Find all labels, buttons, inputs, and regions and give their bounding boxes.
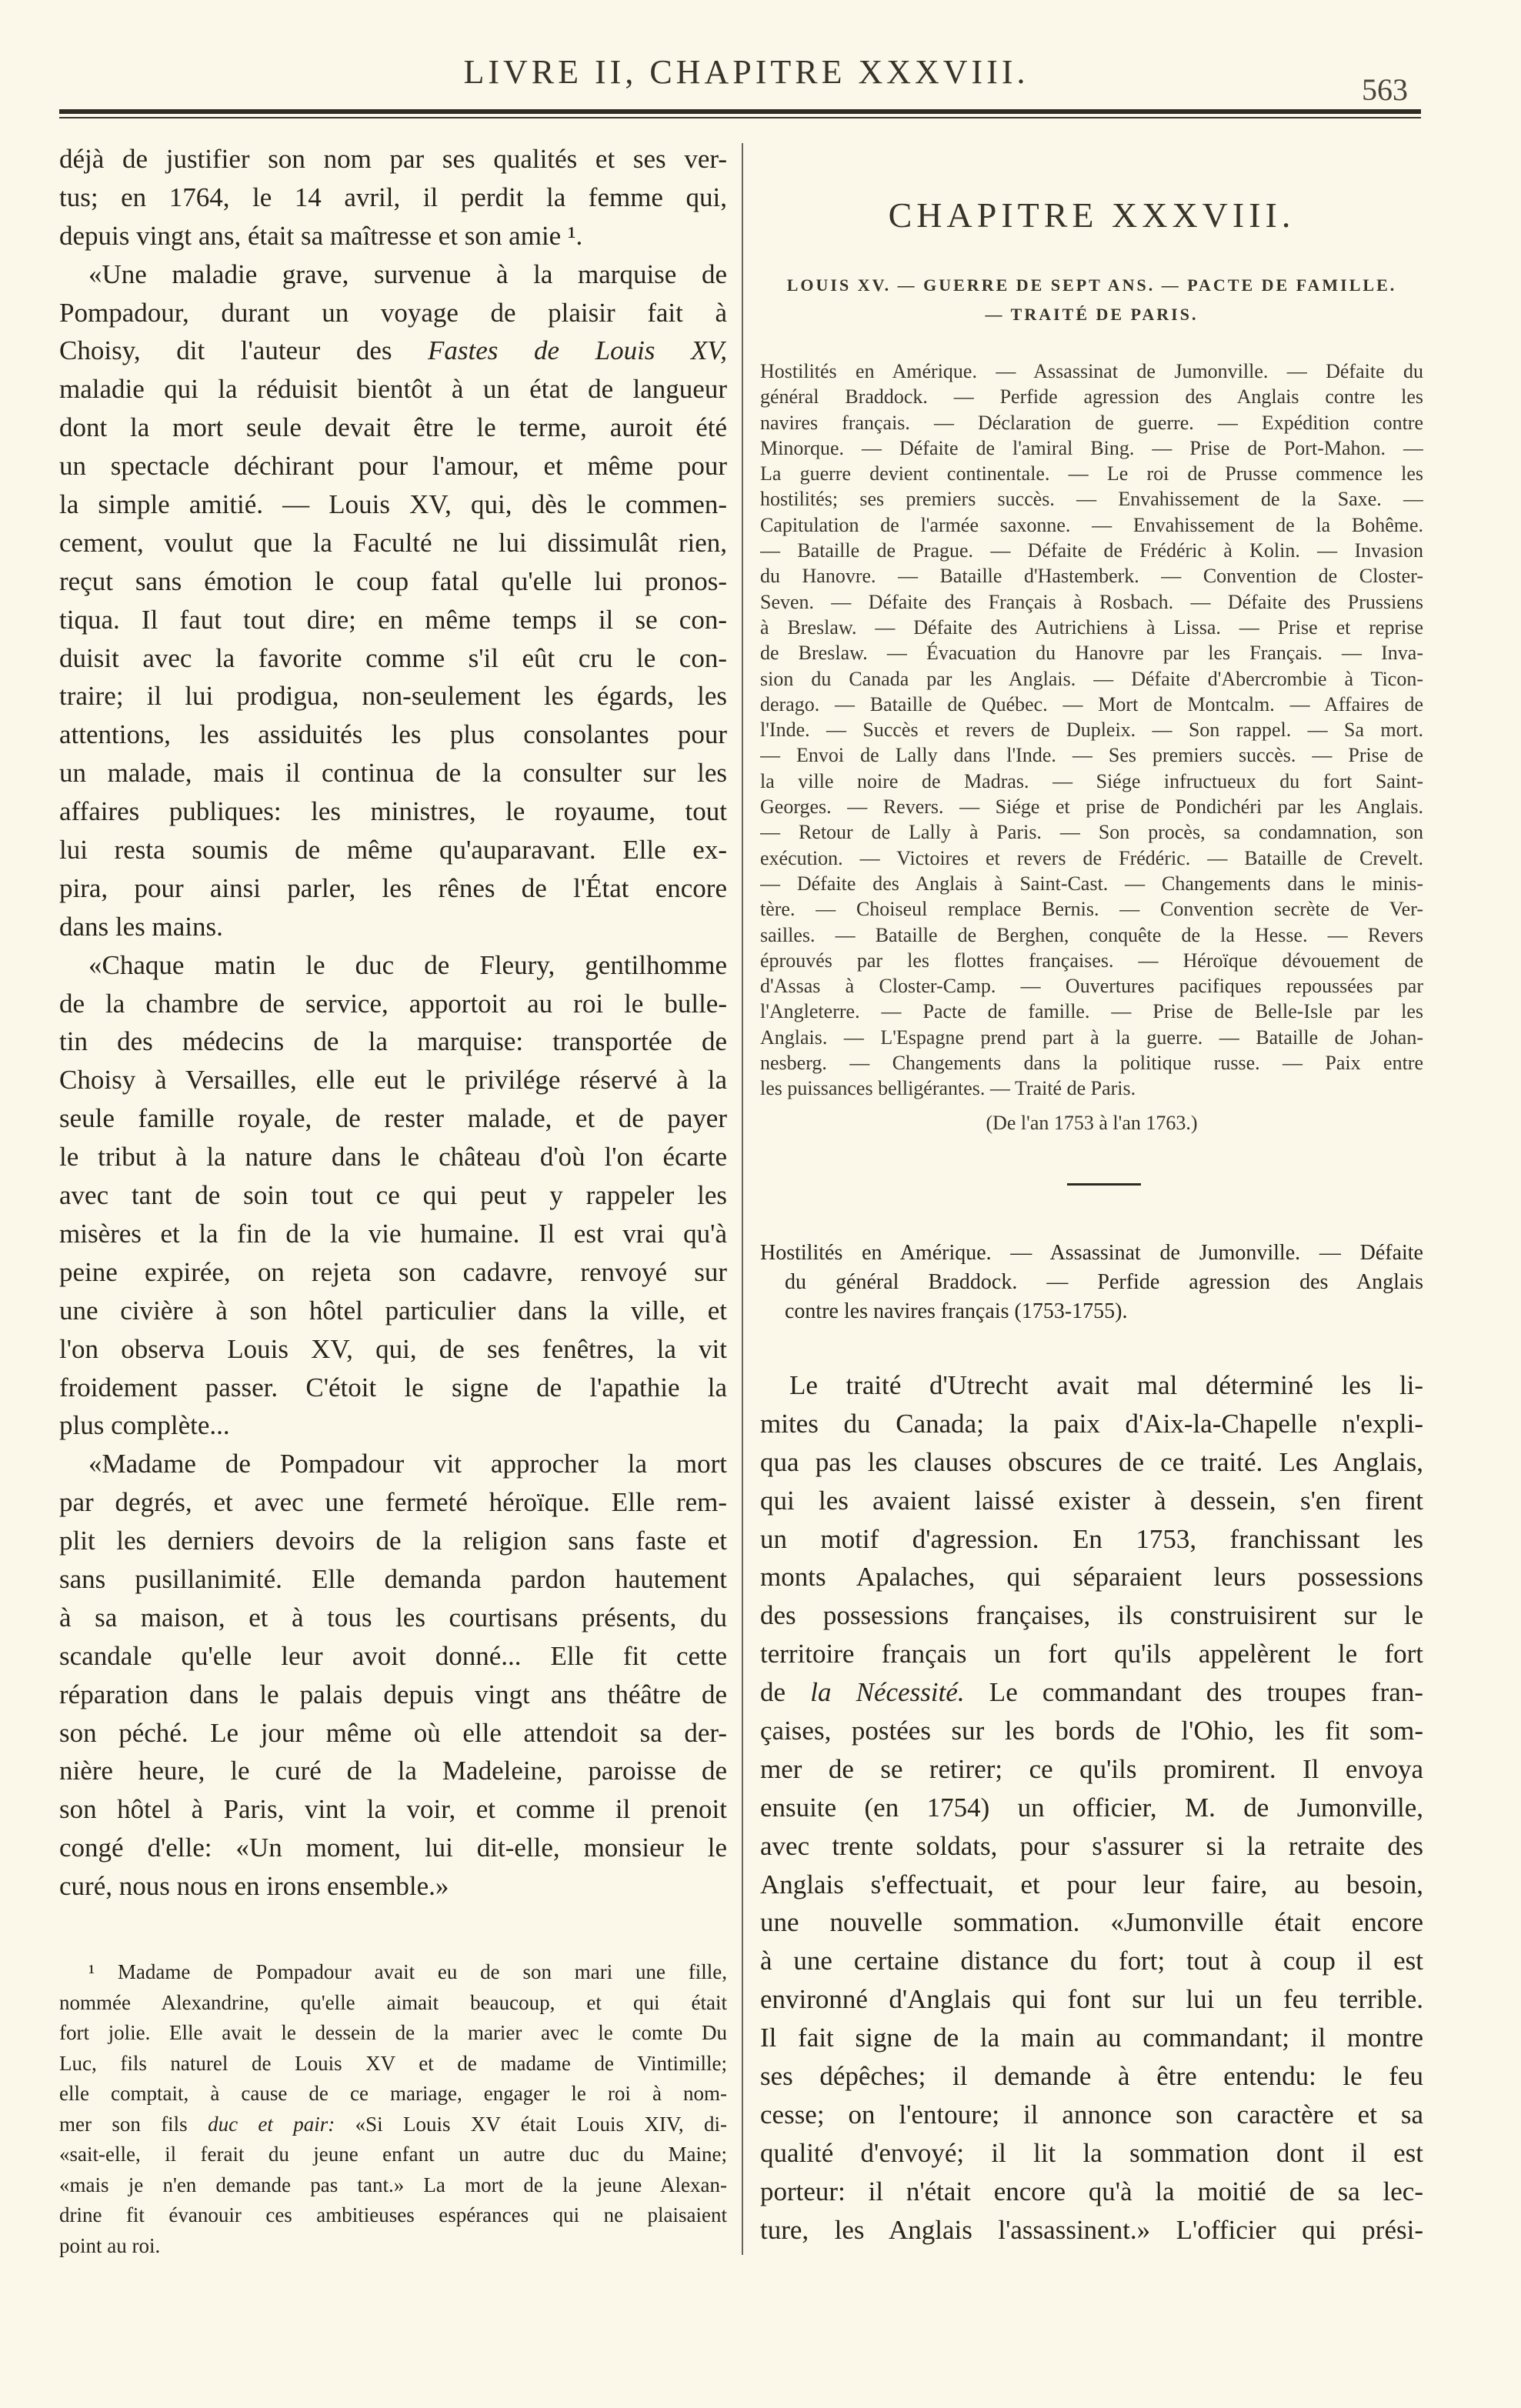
text-line: congé d'elle: «Un moment, lui dit-elle, monsieur le — [59, 1833, 727, 1863]
text-line: territoire français un fort qu'ils appelèrent le fort — [760, 1639, 1423, 1669]
text-line: duisit avec la favorite comme s'il eût cru le con- — [59, 642, 727, 673]
text-line: «Madame de Pompadour vit approcher la mort — [88, 1449, 727, 1479]
text-line: pira, pour ainsi parler, les rênes de l'État encore — [59, 872, 727, 903]
text-line: — Retour de Lally à Paris. — Son procès, sa condamnation, son — [760, 821, 1423, 844]
text-line: à une certaine distance du fort; tout à coup il est — [760, 1946, 1423, 1976]
text-line: Choisy à Versailles, elle eut le privilége réservé à la — [59, 1065, 727, 1096]
section-rule — [1067, 1183, 1141, 1186]
text-line: éprouvés par les flottes françaises. — Héroïque dévouement de — [760, 949, 1423, 972]
text-line: «Une maladie grave, survenue à la marquise de — [88, 258, 727, 289]
text-line: qualité d'envoyé; il lit la sommation dont il est — [760, 2137, 1423, 2168]
text-segment: «Si Louis XV était Louis XIV, di- — [335, 2112, 727, 2136]
italic-text: la Nécessité. — [810, 1677, 965, 1708]
text-line: — Bataille de Prague. — Défaite de Frédéric à Kolin. — Invasion — [760, 539, 1423, 562]
text-line: l'Inde. — Succès et revers de Dupleix. — Son rappel. — Sa mort. — [760, 719, 1423, 742]
header-rule-thin — [59, 117, 1421, 118]
text-line: ¹ Madame de Pompadour avait eu de son mari une fille, — [88, 1960, 727, 1983]
text-line: drine fit évanouir ces ambitieuses espérances qui ne plaisaient — [59, 2203, 727, 2226]
chapter-date-range: (De l'an 1753 à l'an 1763.) — [986, 1112, 1198, 1134]
text-line: d'Assas à Closter-Camp. — Ouvertures pacifiques repoussées par — [760, 975, 1423, 998]
text-line: une nouvelle sommation. «Jumonville était encore — [760, 1907, 1423, 1938]
text-line: misères et la fin de la vie humaine. Il est vrai qu'à — [59, 1218, 727, 1249]
text-line: son péché. Le jour même où elle attendoit sa der- — [59, 1717, 727, 1748]
text-line: Seven. — Défaite des Français à Rosbach. — Défaite des Prussiens — [760, 590, 1423, 613]
column-divider — [742, 143, 743, 2255]
page-number: 563 — [1362, 72, 1408, 107]
left-column-text — [59, 140, 727, 1902]
text-line: cesse; on l'entoure; il annonce son caractère et sa — [760, 2099, 1423, 2130]
text-line: qua pas les clauses obscures de ce traité. Les Anglais, — [760, 1446, 1423, 1477]
text-line: curé, nous nous en irons ensemble.» — [59, 1871, 449, 1902]
text-line: dans les mains. — [59, 911, 223, 942]
text-line: une civière à son hôtel particulier dans la ville, et — [59, 1295, 727, 1326]
text-line: sion du Canada par les Anglais. — Défaite d'Abercrombie à Ticon- — [760, 667, 1423, 690]
text-line: du Hanovre. — Bataille d'Hastemberk. — Convention de Closter- — [760, 565, 1423, 588]
text-line: Georges. — Revers. — Siége et prise de Pondichéri par les Anglais. — [760, 795, 1423, 819]
text-line — [59, 2110, 727, 2140]
text-line: contre les navires français (1753-1755). — [785, 1299, 1128, 1323]
text-line: Hostilités en Amérique. — Assassinat de Jumonville. — Défaite — [760, 1241, 1423, 1265]
chapter-summary — [760, 359, 1423, 1102]
text-line: peine expirée, on rejeta son cadavre, renvoyé sur — [59, 1256, 727, 1287]
text-line: un spectacle déchirant pour l'amour, et même pour — [59, 451, 727, 482]
text-line: mites du Canada; la paix d'Aix-la-Chapelle n'expli- — [760, 1408, 1423, 1439]
text-line: traire; il lui prodigua, non-seulement les égards, les — [59, 681, 727, 712]
footnotes — [59, 1957, 727, 2261]
text-line: derago. — Bataille de Québec. — Mort de Montcalm. — Affaires de — [760, 692, 1423, 715]
text-line: de Breslaw. — Évacuation du Hanovre par les Français. — Inva- — [760, 642, 1423, 665]
text-line — [760, 1673, 1423, 1712]
text-line: par degrés, et avec une fermeté héroïque. Elle rem- — [59, 1487, 727, 1518]
text-line: l'on observa Louis XV, qui, de ses fenêtres, la vit — [59, 1333, 727, 1364]
text-line: plit les derniers devoirs de la religion sans faste et — [59, 1526, 727, 1556]
text-line: l'Angleterre. — Pacte de famille. — Prise de Belle-Isle par les — [760, 1000, 1423, 1023]
text-line: froidement passer. C'étoit le signe de l'apathie la — [59, 1372, 727, 1402]
text-line: Minorque. — Défaite de l'amiral Bing. — Prise de Port-Mahon. — — [760, 436, 1423, 459]
text-line: exécution. — Victoires et revers de Frédéric. — Bataille de Crevelt. — [760, 846, 1423, 869]
text-line: Hostilités en Amérique. — Assassinat de Jumonville. — Défaite du — [760, 360, 1423, 382]
italic-text: Fastes de Louis XV, — [428, 335, 727, 366]
text-line: Capitulation de l'armée saxonne. — Envahissement de la Bohême. — [760, 513, 1423, 536]
text-line: tin des médecins de la marquise: transportée de — [59, 1026, 727, 1057]
text-line: cement, voulut que la Faculté ne lui dissimulât rien, — [59, 527, 727, 558]
text-line: Anglais s'effectuait, et pour leur faire, au besoin, — [760, 1869, 1423, 1899]
text-segment: de — [760, 1677, 811, 1708]
text-line: déjà de justifier son nom par ses qualités et ses ver- — [59, 144, 727, 174]
text-segment: Choisy, dit l'auteur des — [59, 335, 429, 366]
text-line: porteur: il n'était encore qu'à la moitié de sa lec- — [760, 2176, 1423, 2206]
text-line: un motif d'agression. En 1753, franchissant les — [760, 1523, 1423, 1554]
text-line: avec trente soldats, pour s'assurer si la retraite des — [760, 1830, 1423, 1861]
text-segment: Le commandant des troupes fran- — [964, 1677, 1423, 1708]
text-line: «sait-elle, il ferait du jeune enfant un autre duc du Maine; — [59, 2143, 727, 2166]
text-segment: mer son fils — [59, 2112, 208, 2136]
chapter-title: CHAPITRE XXXVIII. — [888, 195, 1296, 235]
text-line: tère. — Choiseul remplace Bernis. — Convention secrète de Ver- — [760, 898, 1423, 921]
text-line: tus; en 1764, le 14 avril, il perdit la femme qui, — [59, 182, 727, 212]
text-line: plus complète... — [59, 1410, 230, 1441]
text-line: Anglais. — L'Espagne prend part à la guerre. — Bataille de Johan- — [760, 1026, 1423, 1049]
text-line: «mais je n'en demande pas tant.» La mort de la jeune Alexan- — [59, 2173, 727, 2196]
text-line: à sa maison, et à tous les courtisans présents, du — [59, 1602, 727, 1633]
text-line: dont la mort seule devait être le terme, auroit été — [59, 412, 727, 443]
text-line: Il fait signe de la main au commandant; il montre — [760, 2023, 1423, 2053]
text-line: nière heure, le curé de la Madeleine, paroisse de — [59, 1756, 727, 1786]
text-line: affaires publiques: les ministres, le royaume, tout — [59, 796, 727, 827]
running-head: LIVRE II, CHAPITRE XXXVIII. — [463, 53, 1029, 91]
text-line: navires français. — Déclaration de guerre. — Expédition contre — [760, 411, 1423, 434]
text-line: «Chaque matin le duc de Fleury, gentilhomme — [88, 949, 727, 980]
text-line: Le traité d'Utrecht avait mal déterminé les li- — [789, 1370, 1423, 1400]
text-line: environné d'Anglais qui font sur lui un feu terrible. — [760, 1984, 1423, 2015]
text-line: reçut sans émotion le coup fatal qu'elle lui pronos- — [59, 565, 727, 596]
text-line: nommée Alexandrine, qu'elle aimait beaucoup, et qui était — [59, 1990, 727, 2014]
text-line: des possessions françaises, ils construisirent sur le — [760, 1600, 1423, 1631]
text-line: ses dépêches; il demande à être entendu: le feu — [760, 2061, 1423, 2092]
text-line: point au roi. — [59, 2233, 161, 2257]
text-line: Luc, fils naturel de Louis XV et de madame de Vintimille; — [59, 2051, 727, 2075]
text-line: nesberg. — Changements dans la politique russe. — Paix entre — [760, 1052, 1423, 1075]
chapter-subtitle-line2: — TRAITÉ DE PARIS. — [985, 305, 1199, 324]
text-line: — Envoi de Lally dans l'Inde. — Ses premiers succès. — Prise de — [760, 744, 1423, 767]
text-line: çaises, postées sur les bords de l'Ohio, les fit som- — [760, 1716, 1423, 1746]
text-line: son hôtel à Paris, vint la voir, et comme il prenoit — [59, 1794, 727, 1825]
text-line: Pompadour, durant un voyage de plaisir fait à — [59, 297, 727, 328]
text-line: hostilités; ses premiers succès. — Envahissement de la Saxe. — — [760, 488, 1423, 511]
text-line: la ville noire de Madras. — Siége infructueux du fort Saint- — [760, 769, 1423, 792]
text-line: le tribut à la nature dans le château d'où l'on écarte — [59, 1142, 727, 1172]
header-rule — [59, 109, 1421, 114]
text-line: réparation dans le palais depuis vingt ans théâtre de — [59, 1679, 727, 1709]
text-line: mer de se retirer; ce qu'ils promirent. Il envoya — [760, 1753, 1423, 1784]
text-line: à Breslaw. — Défaite des Autrichiens à Lissa. — Prise et reprise — [760, 615, 1423, 639]
text-line: un malade, mais il continua de la consulter sur les — [59, 758, 727, 789]
text-line: sans pusillanimité. Elle demanda pardon hautement — [59, 1563, 727, 1594]
text-line: monts Apalaches, qui séparaient leurs possessions — [760, 1562, 1423, 1593]
text-line: avec tant de soin tout ce qui peut y rappeler les — [59, 1180, 727, 1211]
italic-text: duc et pair: — [208, 2112, 335, 2136]
text-line: maladie qui la réduisit bientôt à un état de langueur — [59, 374, 727, 405]
text-line: elle comptait, à cause de ce mariage, engager le roi à nom- — [59, 2082, 727, 2105]
text-line: ture, les Anglais l'assassinent.» L'officier qui prési- — [760, 2214, 1423, 2245]
text-line: La guerre devient continentale. — Le roi de Prusse commence les — [760, 462, 1423, 485]
text-line: les puissances belligérantes. — Traité de Paris. — [760, 1077, 1136, 1100]
text-line: général Braddock. — Perfide agression des Anglais contre les — [760, 385, 1423, 409]
text-line: fort jolie. Elle avait le dessein de la marier avec le comte Du — [59, 2021, 727, 2044]
text-line: scandale qu'elle leur avoit donné... Elle fit cette — [59, 1640, 727, 1671]
chapter-subtitle-line1: LOUIS XV. — GUERRE DE SEPT ANS. — PACTE DE FAMILLE. — [786, 275, 1397, 295]
text-line: de la chambre de service, apportoit au roi le bulle- — [59, 988, 727, 1019]
text-line: du général Braddock. — Perfide agression des Anglais — [785, 1270, 1423, 1294]
text-line: depuis vingt ans, était sa maîtresse et son amie ¹. — [59, 220, 583, 251]
right-column-text — [760, 1366, 1423, 2249]
text-line: lui resta soumis de même qu'auparavant. Elle ex- — [59, 835, 727, 865]
text-line: tiqua. Il faut tout dire; en même temps il se con- — [59, 604, 727, 635]
text-line — [59, 332, 727, 370]
text-line: seule famille royale, de rester malade, et de payer — [59, 1103, 727, 1134]
text-line: la simple amitié. — Louis XV, qui, dès le commen- — [59, 489, 727, 520]
text-line: attentions, les assiduités les plus consolantes pour — [59, 719, 727, 750]
text-line: qui les avaient laissé exister à dessein, s'en firent — [760, 1485, 1423, 1516]
text-line: — Défaite des Anglais à Saint-Cast. — Changements dans le minis- — [760, 872, 1423, 895]
text-line: sailles. — Bataille de Berghen, conquête de la Hesse. — Revers — [760, 923, 1423, 946]
text-line: ensuite (en 1754) un officier, M. de Jumonville, — [760, 1792, 1423, 1823]
section-summary — [760, 1239, 1423, 1326]
